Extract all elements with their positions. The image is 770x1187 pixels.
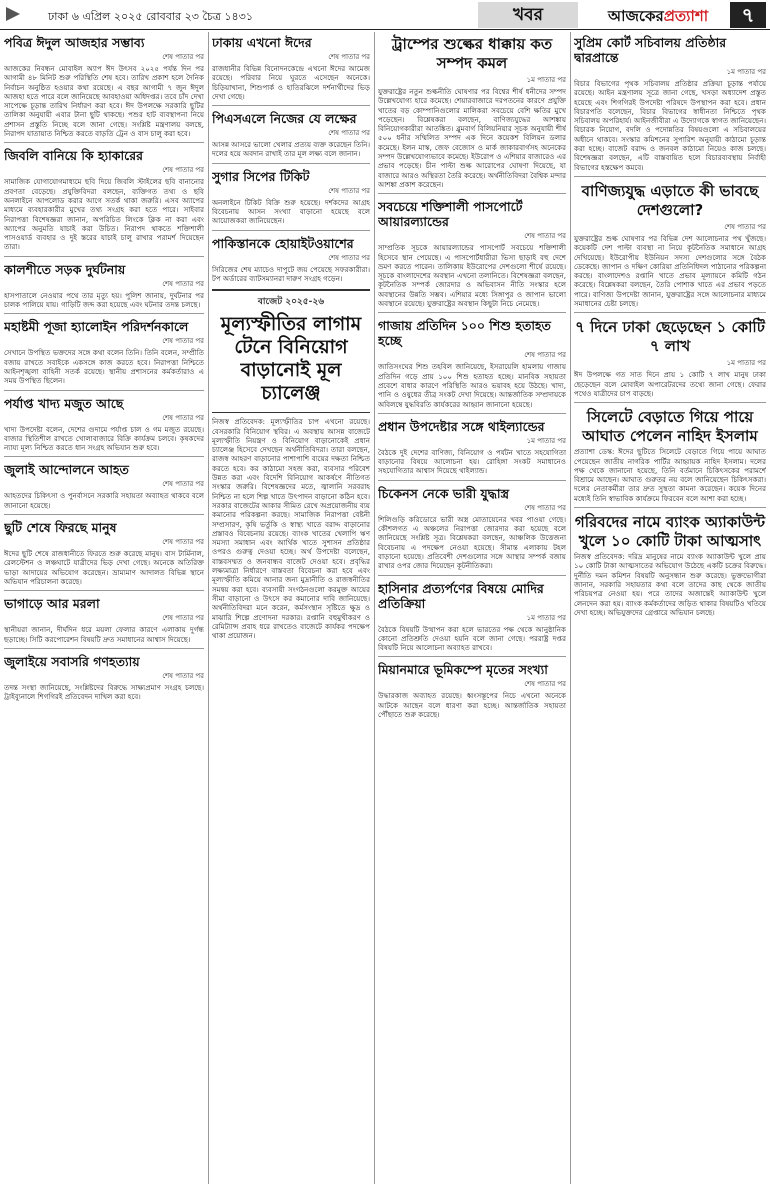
story-jump-note: শেষ পাতার পর [162,671,204,680]
column-divider [374,32,375,1184]
story [4,456,204,510]
column-2 [212,32,370,1184]
section-title: খবর [478,2,578,28]
story-jump-note: শেষ পাতার পর [524,680,566,689]
story-headline: কালশীতে সড়ক দুর্ঘটনায় [4,261,126,277]
story [4,142,204,251]
story-headline: পিএসএলে নিজের যে লক্ষের [212,111,357,127]
story-body: শিলিগুড়ি করিডোরে ভারী অস্ত্র মোতায়েনের খবর পাওয়া গেছে। কৌশলগত এ অঞ্চলের নিরাপত্তা জোরদার করা হয়েছে বলে জানিয়েছে সংশ্লিষ্ট সূত্র। বিশ্লেষকরা বলছেন, আঞ্চলিক উত্তেজনা বিবেচনায় এ পদক্ষেপ নেওয়া হয়েছে। সীমান্ত এলাকায় টহল বাড়ানো হয়েছে। প্রতিবেশী দেশগুলোর সঙ্গে আস্থার সম্পর্ক বজায় রাখার ওপর জোর দিয়েছেন কূটনীতিকরা। [378,514,566,571]
story [378,575,566,653]
story-jump-note: শেষ পাতার পর [162,53,204,61]
story-jump-note: শেষ পাতার পর [524,232,566,241]
column-3-stories [378,35,566,719]
story-body: খাদ্য উপদেষ্টা বলেন, দেশের গুদামে পর্যাপ্ত চাল ও গম মজুত রয়েছে। বাজার স্থিতিশীল রাখতে খোলাবাজারে বিক্রি কার্যক্রম চলবে। কৃষকদের ন্যায্য মূল্য নিশ্চিত করতে ধান সংগ্রহ অভিযান শুরু হবে। [4,424,204,453]
story-headline: ট্রাম্পের শুল্কের ধাক্কায় কত সম্পদ কমল [391,35,553,72]
story-headline: প্রধান উপদেষ্টার সঙ্গে থাইল্যান্ডের [378,418,545,434]
story-headline: গাজায় প্রতিদিন ১০০ শিশু হতাহত হচ্ছে [378,318,551,349]
story [378,413,566,476]
column-4-stories [574,35,766,617]
story-jump-note: ১ম পাতার পর [526,76,566,84]
story-headline: জিবলি বানিয়ে কি হ্যাকারের [4,148,143,164]
story-headline: ৭ দিনে ঢাকা ছেড়েছেন ১ কোটি ৭ লাখ [575,318,765,356]
story [212,230,370,284]
story-headline: ছুটি শেষে ফিরছে মানুষ [4,520,117,536]
story [378,193,566,308]
story-headline: পাকিস্তানকে হোয়াইটওয়াশের [212,235,354,251]
story-jump-note: শেষ পাতার পর [328,129,370,138]
story-body: আসন্ন আসরে ভালো খেলার প্রত্যয় ব্যক্ত করেছেন তিনি। দলের হয়ে অবদান রাখাই তার মূল লক্ষ্য বলে জানান। [212,140,370,159]
story [212,35,370,101]
story-jump-note: শেষ পাতার পর [524,503,566,512]
story-headline: জুলাইয়ে সবাসরি গণহত্যায় [4,653,140,669]
story-headline: চিকেনস নেকে ভারী যুদ্ধাস্ত্র [378,485,510,501]
story-body: অনলাইনে টিকিট বিক্রি শুরু হয়েছে। দর্শকদের আগ্রহ বিবেচনায় আসন সংখ্যা বাড়ানো হয়েছে বলে আয়োজকরা জানিয়েছেন। [212,197,370,226]
column-divider [208,32,209,1184]
page-number: ৭ [730,2,766,28]
story-jump-note: শেষ পাতার পর [162,480,204,489]
story-body: প্রত্যাশা ডেস্ক: ঈদের ছুটিতে সিলেটে বেড়াতে গিয়ে পায়ে আঘাত পেয়েছেন জাতীয় নাগরিক পার্টির আহ্বায়ক নাহিদ ইসলাম। দলের পক্ষ থেকে জানানো হয়েছে, তিনি বর্তমানে চিকিৎসকের পরামর্শে বিশ্রামে আছেন। আঘাত গুরুতর নয় বলে জানিয়েছেন চিকিৎসকরা। দলের নেতাকর্মীরা তার দ্রুত সুস্থতা কামনা করেছেন। কয়েক দিনের মধ্যেই তিনি স্বাভাবিক কার্যক্রমে ফিরবেন বলে আশা করা হচ্ছে। [574,447,766,503]
story [574,176,766,308]
story-headline: মহাষ্টমী পূজা হ্যালোইন পরিদর্শনকালে [4,319,189,335]
story-jump-note: ১ম পাতার পর [526,436,566,445]
story [378,480,566,571]
story-headline: সিলেটে বেড়াতে গিয়ে পায়ে আঘাত পেলেন নাহিদ ইসলাম [582,408,758,446]
feature-body: নিজস্ব প্রতিবেদক: মূল্যস্ফীতির চাপ এখনো রয়েছে। বেসরকারি বিনিয়োগ স্থবির। এ অবস্থায় আসন্ন বাজেটে মূল্যস্ফীতি নিয়ন্ত্রণ ও বিনিয়োগ বাড়ানোকেই প্রধান চ্যালেঞ্জ হিসেবে দেখছেন অর্থনীতিবিদরা। তারা বলছেন, রাজস্ব আহরণ বাড়ানোর পাশাপাশি ব্যয়ের দক্ষতা নিশ্চিত করতে হবে। কর কাঠামো সহজ করা, ব্যবসার পরিবেশ উন্নত করা এবং বিদেশি বিনিয়োগ আকর্ষণে নীতিগত সংস্কার জরুরি। বিশেষজ্ঞদের মতে, জ্বালানি সরবরাহ নিশ্চিত না হলে শিল্প খাতে উৎপাদন বাড়ানো কঠিন হবে। সরকার বাজেটের আকার সীমিত রেখে অপ্রয়োজনীয় ব্যয় কমানোর পরিকল্পনা করছে। সামাজিক নিরাপত্তা বেষ্টনী সম্প্রসারণ, কৃষি ভর্তুকি ও স্বাস্থ্য খাতে বরাদ্দ বাড়ানোর প্রস্তাবও বিবেচনায় রয়েছে। ব্যাংক খাতের খেলাপি ঋণ সমস্যা সমাধান এবং আর্থিক খাতে সুশাসন প্রতিষ্ঠার ওপরও গুরুত্ব দেওয়া হচ্ছে। অর্থ উপদেষ্টা বলেছেন, বাস্তবসম্মত ও জনবান্ধব বাজেট দেওয়া হবে। প্রবৃদ্ধির লক্ষ্যমাত্রা নির্ধারণে বাস্তবতা বিবেচনা করা হবে এবং মূল্যস্ফীতি কমিয়ে আনার জন্য মুদ্রানীতি ও রাজস্বনীতির সমন্বয় করা হবে। ব্যবসায়ী সংগঠনগুলো করমুক্ত আয়ের সীমা বাড়ানো ও উৎসে কর কমানোর দাবি জানিয়েছে। অর্থনীতিবিদরা মনে করেন, কর্মসংস্থান সৃষ্টিতে ক্ষুদ্র ও মাঝারি শিল্পে প্রণোদনা দরকার। রপ্তানি বহুমুখীকরণ ও রেমিট্যান্স প্রবাহ ধরে রাখতেও বাজেটে কার্যকর পদক্ষেপ থাকা প্রয়োজন। [212,417,370,641]
story-jump-note: শেষ পাতার পর [162,166,204,175]
feature-kicker: বাজেট ২০২৫-২৬ [257,297,325,308]
story [4,35,204,138]
story-headline: সবচেয়ে শক্তিশালী পাসপোর্টে আয়ারল্যান্ডের [378,199,523,230]
story-headline: পর্যাপ্ত খাদ্য মজুত আছে [4,395,124,411]
story-jump-note: শেষ পাতার পর [162,538,204,547]
column-1-stories [4,35,204,701]
story-jump-note: শেষ পাতার পর [328,253,370,262]
story [212,105,370,159]
story-body: সাম্প্রতিক সূচকে আয়ারল্যান্ডের পাসপোর্ট সবচেয়ে শক্তিশালী হিসেবে স্থান পেয়েছে। এ পাসপোর্টধারীরা ভিসা ছাড়াই বহু দেশে ভ্রমণ করতে পারেন। তালিকায় ইউরোপের দেশগুলো শীর্ষে রয়েছে। সূচকে বাংলাদেশের অবস্থান এখনো তলানিতে। বিশেষজ্ঞরা বলছেন, কূটনৈতিক সম্পর্ক জোরদার ও অভিবাসন নীতি সংস্কার হলে অবস্থানের উন্নতি সম্ভব। এশিয়ার মধ্যে সিঙ্গাপুর ও জাপান ভালো অবস্থানে রয়েছে। যুক্তরাষ্ট্রের অবস্থান কিছুটা নিচে নেমেছে। [378,243,566,309]
story-body: যুক্তরাষ্ট্রের শুল্ক ঘোষণার পর বিভিন্ন দেশ আলোচনার পথ খুঁজছে। কয়েকটি দেশ পাল্টা ব্যবস্থা না নিয়ে কূটনৈতিক সমাধানে আগ্রহ দেখিয়েছে। ইউরোপীয় ইউনিয়ন সদস্য দেশগুলোর সঙ্গে বৈঠক ডেকেছে। জাপান ও দক্ষিণ কোরিয়া প্রতিনিধিদল পাঠানোর পরিকল্পনা করছে। বাংলাদেশও রপ্তানি খাতে প্রভাব মূল্যায়নে কমিটি গঠন করেছে। বিশ্লেষকরা বলছেন, তৈরি পোশাক খাতে এর প্রভাব পড়তে পারে। বাণিজ্য উপদেষ্টা জানান, যুক্তরাষ্ট্রের সঙ্গে আলোচনার মাধ্যমে সমাধানের চেষ্টা চলছে। [574,233,766,309]
story-headline: জুলাই আন্দোলনে আহত [4,462,129,478]
story-headline: সুপ্রিম কোর্ট সচিবালয় প্রতিষ্ঠার দ্বারপ্রান্তে [574,35,727,65]
story-body: জাতিসংঘের শিশু তহবিল জানিয়েছে, ইসরায়েলি হামলায় গাজায় প্রতিদিন গড়ে প্রায় ১০০ শিশু হতাহত হচ্ছে। মানবিক সহায়তা প্রবেশে বাধার কারণে পরিস্থিতি আরও ভয়াবহ হয়ে উঠছে। খাদ্য, পানি ও ওষুধের তীব্র সংকট দেখা দিয়েছে। আন্তর্জাতিক সম্প্রদায়কে অবিলম্বে যুদ্ধবিরতি কার্যকরের আহ্বান জানানো হয়েছে। [378,362,566,409]
story [378,312,566,408]
story [4,390,204,453]
story [574,312,766,398]
story [212,163,370,226]
masthead-logo [608,5,708,30]
story-body: ঈদের ছুটি শেষে রাজধানীতে ফিরতে শুরু করেছে মানুষ। বাস টার্মিনাল, রেলস্টেশন ও লঞ্চঘাটে যাত্রীদের ভিড় দেখা গেছে। অনেকে অতিরিক্ত ভাড়া আদায়ের অভিযোগ করেছেন। ভ্রাম্যমাণ আদালত বিভিন্ন স্থানে অভিযান পরিচালনা করেছে। [4,549,204,586]
story-jump-note: শেষ পাতার পর [524,351,566,360]
story-jump-note: শেষ পাতার পর [724,222,766,231]
story-headline: বাণিজ্যযুদ্ধ এড়াতে কী ভাবছে দেশগুলো? [581,181,759,219]
story-headline: পবিত্র ঈদুল আজহার সম্ভাব্য [4,35,145,50]
story [574,35,766,172]
story-body: সেখানে উপস্থিত ভক্তদের সঙ্গে কথা বলেন তিনি। তিনি বলেন, সম্প্রীতি বজায় রাখতে সবাইকে একসঙ্গে কাজ করতে হবে। নিরাপত্তা নিশ্চিতে আইনশৃঙ্খলা বাহিনী সতর্ক রয়েছে। স্থানীয় প্রশাসনের কর্মকর্তারাও এ সময় উপস্থিত ছিলেন। [4,348,204,386]
story-jump-note: শেষ পাতার পর [162,614,204,623]
story [574,402,766,503]
story-jump-note: শেষ পাতার পর [162,413,204,422]
story-jump-note: ১ম পাতার পর [526,613,566,622]
story-headline: ভাগাড়ে আর মরলা [4,596,100,612]
brand-part-1: আজকের [608,7,664,25]
story [4,256,204,310]
story-body: বৈঠকে দুই দেশের বাণিজ্য, বিনিয়োগ ও পর্যটন খাতে সহযোগিতা বাড়ানোর বিষয়ে আলোচনা হয়। রোহিঙ্গা সংকট সমাধানেও সহযোগিতার আশ্বাস দিয়েছে থাইল্যান্ড। [378,447,566,476]
story-body: সামাজিক যোগাযোগমাধ্যমে ছবি দিয়ে জিবলি স্টাইলের ছবি বানানোর প্রবণতা বেড়েছে। প্রযুক্তিবিদরা বলছেন, ব্যক্তিগত তথ্য ও ছবি অনলাইনে আপলোড করার আগে সতর্ক থাকা জরুরি। এসব অ্যাপের মাধ্যমে ব্যবহারকারীর মুখের তথ্য সংগ্রহ করা হতে পারে। সাইবার নিরাপত্তা বিশেষজ্ঞরা জানান, অপরিচিত লিংকে ক্লিক না করা এবং অ্যাপের অনুমতি যাচাই করা উচিত। নিরাপদ থাকতে শক্তিশালী পাসওয়ার্ড ব্যবহার ও দুই স্তরের যাচাই চালু রাখার পরামর্শ দিয়েছেন তারা। [4,177,204,252]
column-1 [4,32,204,1184]
story-headline: ঢাকায় এখনো ঈদের [212,35,312,50]
page-header [0,0,770,30]
column-2-stories [212,35,370,283]
story-body: আজকের নিবন্ধন মোবাইল অ্যাপ ঈদ উৎসব ২০২৫ পর্যন্ত দিন পর আগামী ৪৮ মিনিট শুরু পরিস্থিতি শেষ হবে। তারিখ প্রকাশ হলে দৈনিক নির্বাচন অনুষ্ঠিত হওয়ার কথা রয়েছে। এ বছর আগামী ৭ জুন ঈদুল আজহা হতে পারে বলে জানিয়েছে আবহাওয়া অধিদপ্তর। তবে চাঁদ দেখা সাপেক্ষে চূড়ান্ত তারিখ নির্ধারণ করা হবে। ঈদ উপলক্ষে সরকারি ছুটির তালিকা অনুযায়ী এবার টানা ছুটি থাকছে। পশুর হাট ব্যবস্থাপনা নিয়ে প্রশাসন প্রস্তুতি নিচ্ছে বলে জানা গেছে। সংশ্লিষ্ট মন্ত্রণালয় বলছে, নিরাপদ যাতায়াত নিশ্চিত করতে বাড়তি ট্রেন ও বাস চালু করা হবে। [4,64,204,139]
story-jump-note: ১ম পাতার পর [726,68,766,76]
story-body: তদন্ত সংস্থা জানিয়েছে, সংশ্লিষ্টদের বিরুদ্ধে সাক্ষ্যপ্রমাণ সংগ্রহ চলছে। ট্রাইব্যুনালে শিগগিরই প্রতিবেদন দাখিল করা হবে। [4,682,204,702]
story [378,35,566,189]
story [574,507,766,617]
story-body: বৈঠকে বিষয়টি উত্থাপন করা হলে ভারতের পক্ষ থেকে আনুষ্ঠানিক কোনো প্রতিশ্রুতি দেওয়া হয়নি বলে জানা গেছে। পররাষ্ট্র দপ্তর বিষয়টি নিয়ে আলোচনা অব্যাহত রাখবে। [378,624,566,653]
story [4,313,204,385]
story [4,648,204,702]
play-arrow-icon [6,7,20,21]
column-3 [378,32,566,1184]
feature-headline: মূল্যস্ফীতির লাগাম টেনে বিনিয়োগ বাড়ানোই মূল চ্যালেঞ্জ [220,313,362,405]
story-jump-note: শেষ পাতার পর [328,186,370,195]
feature-story [212,289,370,413]
story-body: বিচার বিভাগের পৃথক সচিবালয় প্রতিষ্ঠার প্রক্রিয়া চূড়ান্ত পর্যায়ে রয়েছে। আইন মন্ত্রণালয় সূত্রে জানা গেছে, খসড়া অধ্যাদেশ প্রস্তুত হয়েছে এবং শিগগিরই উপদেষ্টা পরিষদে উপস্থাপন করা হবে। প্রধান বিচারপতি বলেছেন, বিচার বিভাগের স্বাধীনতা নিশ্চিতে পৃথক সচিবালয় অপরিহার্য। আইনজীবীরা এ উদ্যোগকে স্বাগত জানিয়েছেন। বিচারক নিয়োগ, বদলি ও পদোন্নতির বিষয়গুলো এ সচিবালয়ের অধীনে থাকবে। সংস্কার কমিশনের সুপারিশ অনুযায়ী কাঠামো চূড়ান্ত করা হচ্ছে। বাজেট বরাদ্দ ও জনবল কাঠামো নিয়েও কাজ চলছে। বিশেষজ্ঞরা বলছেন, এটি বাস্তবায়িত হলে বিচারব্যবস্থায় নির্বাহী বিভাগের হস্তক্ষেপ কমবে। [574,79,766,172]
story-jump-note: শেষ পাতার পর [162,337,204,346]
story-headline: মিয়ানমারে ভূমিকম্পে মৃতের সংখ্যা [378,662,548,678]
story-jump-note: শেষ পাতার পর [328,53,370,61]
story-body: হাসপাতালে নেওয়ার পথে তার মৃত্যু হয়। পুলিশ জানায়, দুর্ঘটনার পর চালক পালিয়ে যায়। গাড়িটি জব্দ করা হয়েছে এবং ঘটনার তদন্ত চলছে। [4,290,204,310]
brand-part-2: প্রত্যাশা [663,7,709,25]
story-body: আহতদের চিকিৎসা ও পুনর্বাসনে সরকারি সহায়তা অব্যাহত থাকবে বলে জানানো হয়েছে। [4,491,204,510]
story-headline: গরিবদের নামে ব্যাংক অ্যাকাউন্ট খুলে ১০ কোটি টাকা আত্মসাৎ [574,513,766,551]
story-body: সিরিজের শেষ ম্যাচেও দাপুটে জয় পেয়েছে সফরকারীরা। টপ অর্ডারের ব্যাটসম্যানরা দারুণ সংগ্রহ গড়েন। [212,264,370,283]
story-headline: সুগার সিপের টিকিট [212,168,310,184]
story [4,590,204,644]
story-body: যুক্তরাষ্ট্রের নতুন শুল্কনীতি ঘোষণার পর বিশ্বের শীর্ষ ধনীদের সম্পদ উল্লেখযোগ্য হারে কমেছে। শেয়ারবাজারে দরপতনের কারণে প্রযুক্তি খাতের বড় কোম্পানিগুলোর মালিকরা সবচেয়ে বেশি ক্ষতির মুখে পড়েছেন। বিশ্লেষকরা বলছেন, বাণিজ্যযুদ্ধের আশঙ্কায় বিনিয়োগকারীরা আতঙ্কিত। ব্লুমবার্গ বিলিয়নিয়ার সূচক অনুযায়ী শীর্ষ ৫০০ ধনীর সম্মিলিত সম্পদ এক দিনে কয়েকশ বিলিয়ন ডলার কমেছে। ইলন মাস্ক, জেফ বেজোস ও মার্ক জাকারবার্গসহ অনেকের সম্পদ উল্লেখযোগ্যভাবে কমেছে। ইউরোপ ও এশিয়ার বাজারেও এর প্রভাব পড়েছে। চীন পাল্টা শুল্ক আরোপের ঘোষণা দিয়েছে, যা বাজারে আরও অস্থিরতা তৈরি করেছে। অর্থনীতিবিদরা বৈশ্বিক মন্দার আশঙ্কা প্রকাশ করেছেন। [378,87,566,189]
story-body: ঈদ উপলক্ষে গত সাত দিনে প্রায় ১ কোটি ৭ লাখ মানুষ ঢাকা ছেড়েছেন বলে মোবাইল অপারেটরদের তথ্যে জানা গেছে। ফেরার পথেও যাত্রীদের চাপ বাড়ছে। [574,370,766,398]
story [4,514,204,586]
story [378,656,566,719]
story-body: নিজস্ব প্রতিবেদক: দরিদ্র মানুষের নামে ব্যাংক অ্যাকাউন্ট খুলে প্রায় ১০ কোটি টাকা আত্মসাতের অভিযোগ উঠেছে একটি চক্রের বিরুদ্ধে। দুর্নীতি দমন কমিশন বিষয়টি অনুসন্ধান শুরু করেছে। ভুক্তভোগীরা জানান, সরকারি সহায়তার কথা বলে তাদের কাছ থেকে জাতীয় পরিচয়পত্র নেওয়া হয়। পরে তাদের অজান্তেই অ্যাকাউন্ট খুলে লেনদেন করা হয়। ব্যাংক কর্মকর্তাদের জড়িত থাকার বিষয়টিও খতিয়ে দেখা হচ্ছে। অভিযুক্তদের গ্রেপ্তারে অভিযান চলছে। [574,552,766,617]
story-headline: হাসিনার প্রত্যর্পণের বিষয়ে মোদির প্রতিক্রিয়া [378,580,544,611]
column-divider [570,32,571,1184]
story-body: উদ্ধারকাজ অব্যাহত রয়েছে। ধ্বংসস্তূপের নিচে এখনো অনেকে আটকে আছেন বলে ধারণা করা হচ্ছে। আন্তর্জাতিক সহায়তা পৌঁছাতে শুরু করেছে। [378,691,566,719]
issue-date: ঢাকা ৬ এপ্রিল ২০২৫ রোববার ২৩ চৈত্র ১৪৩১ [48,10,253,23]
story-jump-note: শেষ পাতার পর [162,279,204,288]
story-jump-note: ১ম পাতার পর [726,359,766,368]
story-body: রাজধানীর বিভিন্ন বিনোদনকেন্দ্রে এখনো ঈদের আমেজ রয়েছে। পরিবার নিয়ে ঘুরতে এসেছেন অনেকে। চিড়িয়াখানা, শিশুপার্ক ও হাতিরঝিলে দর্শনার্থীদের ভিড় দেখা গেছে। [212,64,370,101]
story-body: স্থানীয়রা জানান, দীর্ঘদিন ধরে ময়লা ফেলার কারণে এলাকায় দুর্গন্ধ ছড়াচ্ছে। সিটি করপোরেশন বিষয়টি দ্রুত সমাধানের আশ্বাস দিয়েছে। [4,625,204,644]
column-4 [574,32,766,1184]
